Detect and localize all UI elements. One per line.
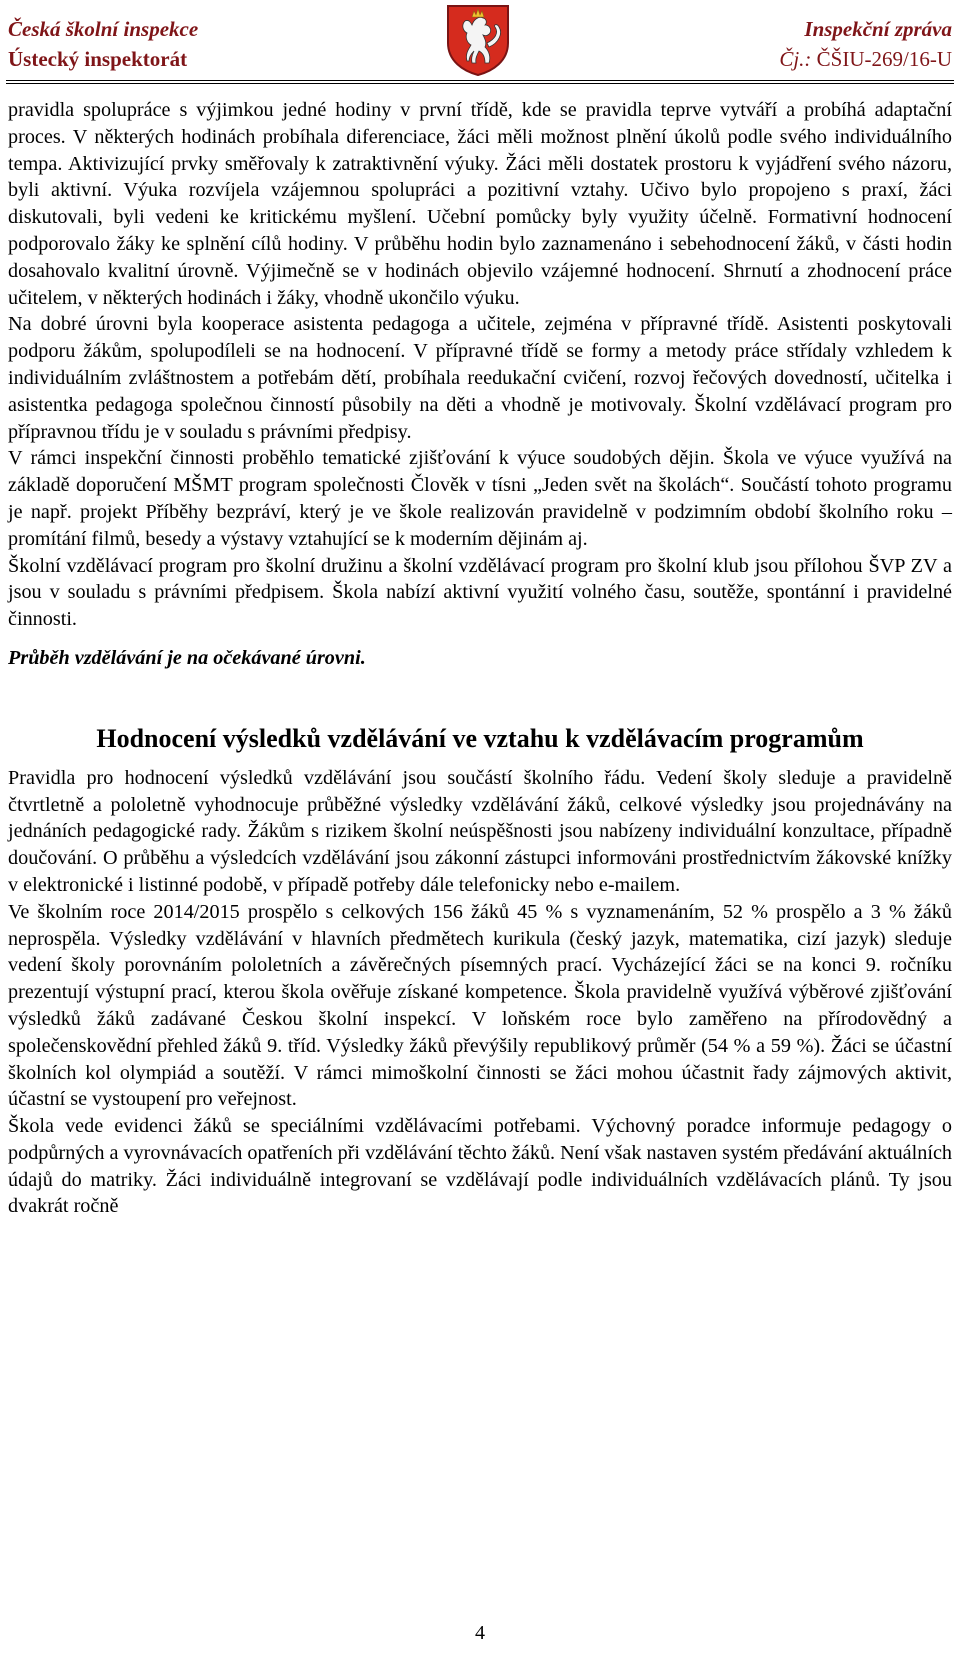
paragraph: V rámci inspekční činnosti proběhlo tematické zjišťování k výuce soudobých dějin. Škola ve výuce využívá na základě doporučení MŠMT program společnosti Člověk v tísni „Jeden svět na školách“. Součástí tohoto programu je např. projekt Příběhy bezpráví, který je ve škole realizován pravidelně v podzimním období školního roku – promítání filmů, besedy a výstavy vztahující se k moderním dějinám aj. [8, 447, 952, 550]
paragraph: Pravidla pro hodnocení výsledků vzdělávání jsou součástí školního řádu. Vedení školy sleduje a pravidelně čtvrtletně a pololetně vyhodnocuje průběžné výsledky vzdělávání žáků, celkové výsledky jsou projednávány na jednáních pedagogické rady. Žákům s rizikem školní neúspěšnosti jsou nabízeny individuální konzultace, případně doučování. O průběhu a výsledcích vzdělávání jsou zákonní zástupci informováni prostřednictvím žákovské knížky v elektronické i listinné podobě, v případě potřeby dále telefonicky nebo e-mailem. [8, 766, 952, 896]
page-header [0, 0, 960, 82]
page-number: 4 [475, 1622, 485, 1644]
paragraph: Ve školním roce 2014/2015 prospělo s celkových 156 žáků 45 % s vyznamenáním, 52 % prospělo a 3 % žáků neprospěla. Výsledky vzdělávání v hlavních předmětech kurikula (český jazyk, matematika, cizí jazyk) sleduje vedení školy porovnáním pololetních a závěrečných písemných prací. Vycházející žáci se na konci 9. ročníku prezentují výstupní prací, kterou škola ověřuje získané kompetence. Škola pravidelně využívá výběrové zjišťování výsledků žáků zadávané Českou školní inspekcí. V loňském roce bylo zaměřeno na přírodovědný a společenskovědní přehled žáků 9. tříd. Výsledky žáků převýšily republikový průměr (54 % a 59 %). Žáci se účastní školních kol olympiád a soutěží. V rámci mimoškolní činnosti se žáci mohou účastnit řady zájmových aktivit, účastní se vystoupení pro veřejnost. [8, 900, 952, 1111]
czech-lion-crest-icon [445, 3, 511, 77]
report-body [8, 97, 952, 1220]
header-rule-second [6, 83, 954, 84]
paragraph: Škola vede evidenci žáků se speciálními vzdělávacími potřebami. Výchovný poradce informuje pedagogy o podpůrných a vyrovnávacích opatřeních při vzdělávání těchto žáků. Není však nastaven systém předávání aktuálních údajů do matriky. Žáci individuálně integrovaní se vzdělávají podle individuálních vzdělávacích plánů. Ty jsou dvakrát ročně [8, 1115, 952, 1218]
paragraph: pravidla spolupráce s výjimkou jedné hodiny v první třídě, kde se pravidla teprve vytváří a probíhá adaptační proces. V některých hodinách probíhala diferenciace, žáci měli možnost plnění úkolů podle svého individuálního tempa. Aktivizující prvky směřovaly k zatraktivnění výuky. Žáci měli dostatek prostoru k vyjádření svého názoru, byli aktivní. Výuka rozvíjela vzájemnou spolupráci a pozitivní vztahy. Učivo bylo propojeno s praxí, žáci diskutovali, byli vedeni ke kritickému myšlení. Učební pomůcky byly využity účelně. Formativní hodnocení podporovalo žáky ke splnění cílů hodiny. V průběhu hodin bylo zaznamenáno i sebehodnocení žáků, v části hodin dosahovalo kvalitní úrovně. Výjimečně se v hodinách objevilo vzájemné hodnocení. Shrnutí a zhodnocení práce učitelem, v některých hodinách i žáky, vhodně ukončilo výuku. [8, 99, 952, 309]
header-rule [6, 80, 954, 81]
header-ref-prefix: Čj.: [779, 47, 812, 71]
paragraph: Na dobré úrovni byla kooperace asistenta pedagoga a učitele, zejména v přípravné třídě. Asistenti poskytovali podporu žákům, spolupodíleli se na hodnocení. V přípravné třídě se formy a metody práce střídaly vzhledem k individuálním zvláštnostem a potřebám dětí, probíhala reedukační cvičení, rozvoj řečových dovedností, učitelka i asistentka pedagoga společnou činností působily na děti a vhodně je motivovaly. Školní vzdělávací program pro přípravnou třídu je v souladu s právními předpisy. [8, 313, 952, 443]
section-conclusion: Průběh vzdělávání je na očekávané úrovni. [8, 646, 366, 669]
header-ref-number: ČŠIU-269/16-U [816, 47, 952, 71]
section-heading: Hodnocení výsledků vzdělávání ve vztahu k vzdělávacím programům [96, 723, 864, 753]
header-authority: Česká školní inspekce [8, 17, 199, 41]
header-report-title: Inspekční zpráva [804, 17, 952, 41]
paragraph: Školní vzdělávací program pro školní družinu a školní vzdělávací program pro školní klub jsou přílohou ŠVP ZV a jsou v souladu s právními předpisem. Škola nabízí aktivní využití volného času, soutěže, spontánní i pravidelné činnosti. [8, 554, 952, 631]
header-left [8, 14, 198, 74]
header-reference [779, 44, 952, 74]
header-right [779, 14, 952, 74]
header-inspectorate: Ústecký inspektorát [8, 47, 188, 71]
